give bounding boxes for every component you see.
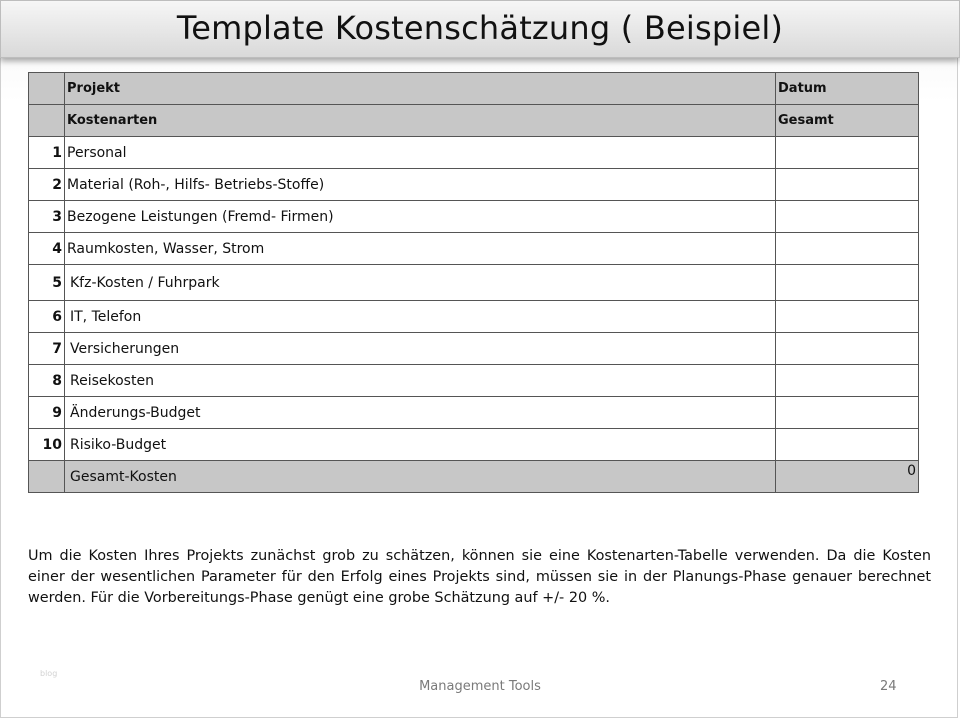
row-number: 1 — [29, 137, 65, 169]
row-value-cell[interactable] — [776, 233, 919, 265]
table-row — [29, 233, 919, 265]
header-total-cell: Gesamt — [776, 105, 919, 137]
row-label: Personal — [65, 137, 776, 169]
total-row — [29, 461, 919, 493]
table-row — [29, 169, 919, 201]
row-label: Bezogene Leistungen (Fremd- Firmen) — [65, 201, 776, 233]
row-value-cell[interactable] — [776, 429, 919, 461]
row-value-cell[interactable] — [776, 169, 919, 201]
table-header-row — [29, 105, 919, 137]
row-value-cell[interactable] — [776, 333, 919, 365]
table-row — [29, 333, 919, 365]
row-number: 3 — [29, 201, 65, 233]
row-value-cell[interactable] — [776, 201, 919, 233]
watermark-text: blog — [40, 669, 58, 678]
total-value: 0 — [776, 461, 919, 493]
row-value-cell[interactable] — [776, 397, 919, 429]
table-row — [29, 429, 919, 461]
row-label: Reisekosten — [65, 365, 776, 397]
total-label: Gesamt-Kosten — [65, 461, 776, 493]
row-number: 9 — [29, 397, 65, 429]
row-label: Versicherungen — [65, 333, 776, 365]
page-number: 24 — [880, 679, 897, 694]
row-label: Raumkosten, Wasser, Strom — [65, 233, 776, 265]
header-num-cell — [29, 105, 65, 137]
footer-title: Management Tools — [419, 679, 541, 694]
row-number: 4 — [29, 233, 65, 265]
table-row — [29, 365, 919, 397]
row-value-cell[interactable] — [776, 365, 919, 397]
header-date-cell: Datum — [776, 73, 919, 105]
title-bar — [0, 0, 960, 58]
header-num-cell — [29, 73, 65, 105]
description-text: Um die Kosten Ihres Projekts zunächst grob zu schätzen, können sie eine Kostenarten-Tabelle verwenden. Da die Kosten einer der wesentlichen Parameter für den Erfolg eines Projekts sind, müssen sie in der Planungs-Phase genauer berechnet werden. Für die Vorbereitungs-Phase genügt eine grobe Schätzung auf +/- 20 %. — [28, 548, 931, 606]
row-label: IT, Telefon — [65, 301, 776, 333]
row-number: 2 — [29, 169, 65, 201]
cost-estimate-table — [28, 72, 919, 493]
row-label: Material (Roh-, Hilfs- Betriebs-Stoffe) — [65, 169, 776, 201]
row-number: 7 — [29, 333, 65, 365]
table-header-row — [29, 73, 919, 105]
total-num-cell — [29, 461, 65, 493]
row-number: 5 — [29, 265, 65, 301]
row-value-cell[interactable] — [776, 265, 919, 301]
row-number: 6 — [29, 301, 65, 333]
slide-title: Template Kostenschätzung ( Beispiel) — [176, 9, 784, 47]
table-row — [29, 301, 919, 333]
table-row — [29, 397, 919, 429]
table-row — [29, 265, 919, 301]
header-project-cell: Projekt — [65, 73, 776, 105]
row-label: Kfz-Kosten / Fuhrpark — [65, 265, 776, 301]
row-value-cell[interactable] — [776, 301, 919, 333]
row-number: 8 — [29, 365, 65, 397]
table-row — [29, 201, 919, 233]
row-number: 10 — [29, 429, 65, 461]
row-value-cell[interactable] — [776, 137, 919, 169]
header-cost-types-cell: Kostenarten — [65, 105, 776, 137]
row-label: Risiko-Budget — [65, 429, 776, 461]
row-label: Änderungs-Budget — [65, 397, 776, 429]
table-row — [29, 137, 919, 169]
